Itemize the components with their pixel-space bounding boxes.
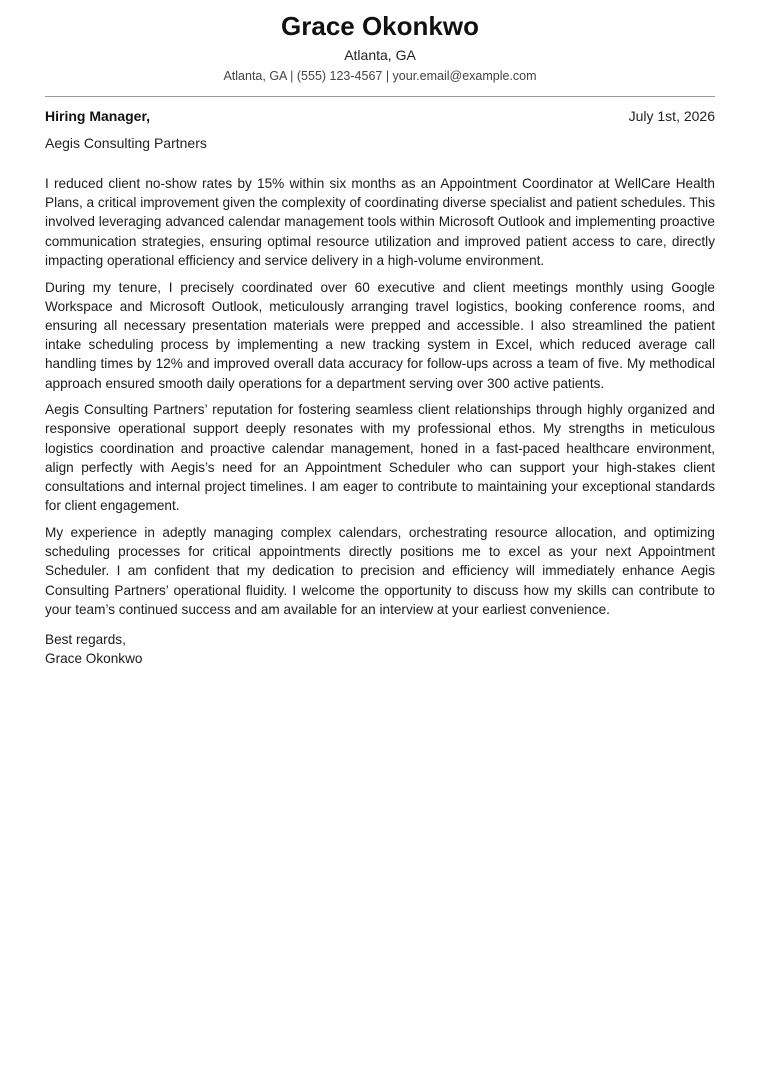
applicant-city: Atlanta, GA [344, 47, 416, 63]
signature-name: Grace Okonkwo [45, 651, 143, 667]
address-row [45, 106, 715, 126]
applicant-name: Grace Okonkwo [281, 11, 479, 41]
letter-closing [45, 630, 715, 668]
body-paragraph-3: Aegis Consulting Partners’ reputation for fostering seamless client relationships through highly organized and responsive operational support deeply resonates with my professional ethos. My strengths in meticulous logistics coordination and proactive calendar management, honed in a fast-paced healthcare environment, align perfectly with Aegis’s need for an Appointment Scheduler who can support your high-stakes client consultations and internal project timelines. I am eager to contribute to maintaining your exceptional standards for client engagement. [45, 402, 715, 514]
letter-header [45, 0, 715, 85]
header-divider [45, 96, 715, 97]
recipient-salutation: Hiring Manager, [45, 108, 151, 124]
closing-phrase: Best regards, [45, 631, 126, 647]
letter-body [45, 174, 715, 619]
body-paragraph-2: During my tenure, I precisely coordinated over 60 executive and client meetings monthly using Google Workspace and Microsoft Outlook, meticulously arranging travel logistics, booking conference rooms, and ensuring all necessary presentation materials were prepped and accessible. I also streamlined the patient intake scheduling process by implementing a new tracking system in Excel, which reduced average call handling times by 12% and improved overall data accuracy for follow-ups across a team of five. My methodical approach ensured smooth daily operations for a department serving over 300 active patients. [45, 279, 715, 391]
contact-line: Atlanta, GA | (555) 123-4567 | your.email@example.com [223, 69, 537, 83]
company-name: Aegis Consulting Partners [45, 135, 207, 151]
body-paragraph-4: My experience in adeptly managing complex calendars, orchestrating resource allocation, and optimizing scheduling processes for critical appointments directly positions me to excel as your next Appointment Scheduler. I am confident that my dedication to precision and efficiency will immediately enhance Aegis Consulting Partners’ operational fluidity. I welcome the opportunity to discuss how my skills can contribute to your team’s continued success and am available for an interview at your earliest convenience. [45, 524, 715, 617]
letter-date: July 1st, 2026 [628, 108, 715, 124]
body-paragraph-1: I reduced client no-show rates by 15% within six months as an Appointment Coordinator at WellCare Health Plans, a critical improvement given the complexity of coordinating diverse specialist and patient schedules. This involved leveraging advanced calendar management tools within Microsoft Outlook and implementing proactive communication strategies, ensuring optimal resource utilization and improved patient access to care, directly impacting operational efficiency and service delivery in a high-volume environment. [45, 176, 715, 268]
